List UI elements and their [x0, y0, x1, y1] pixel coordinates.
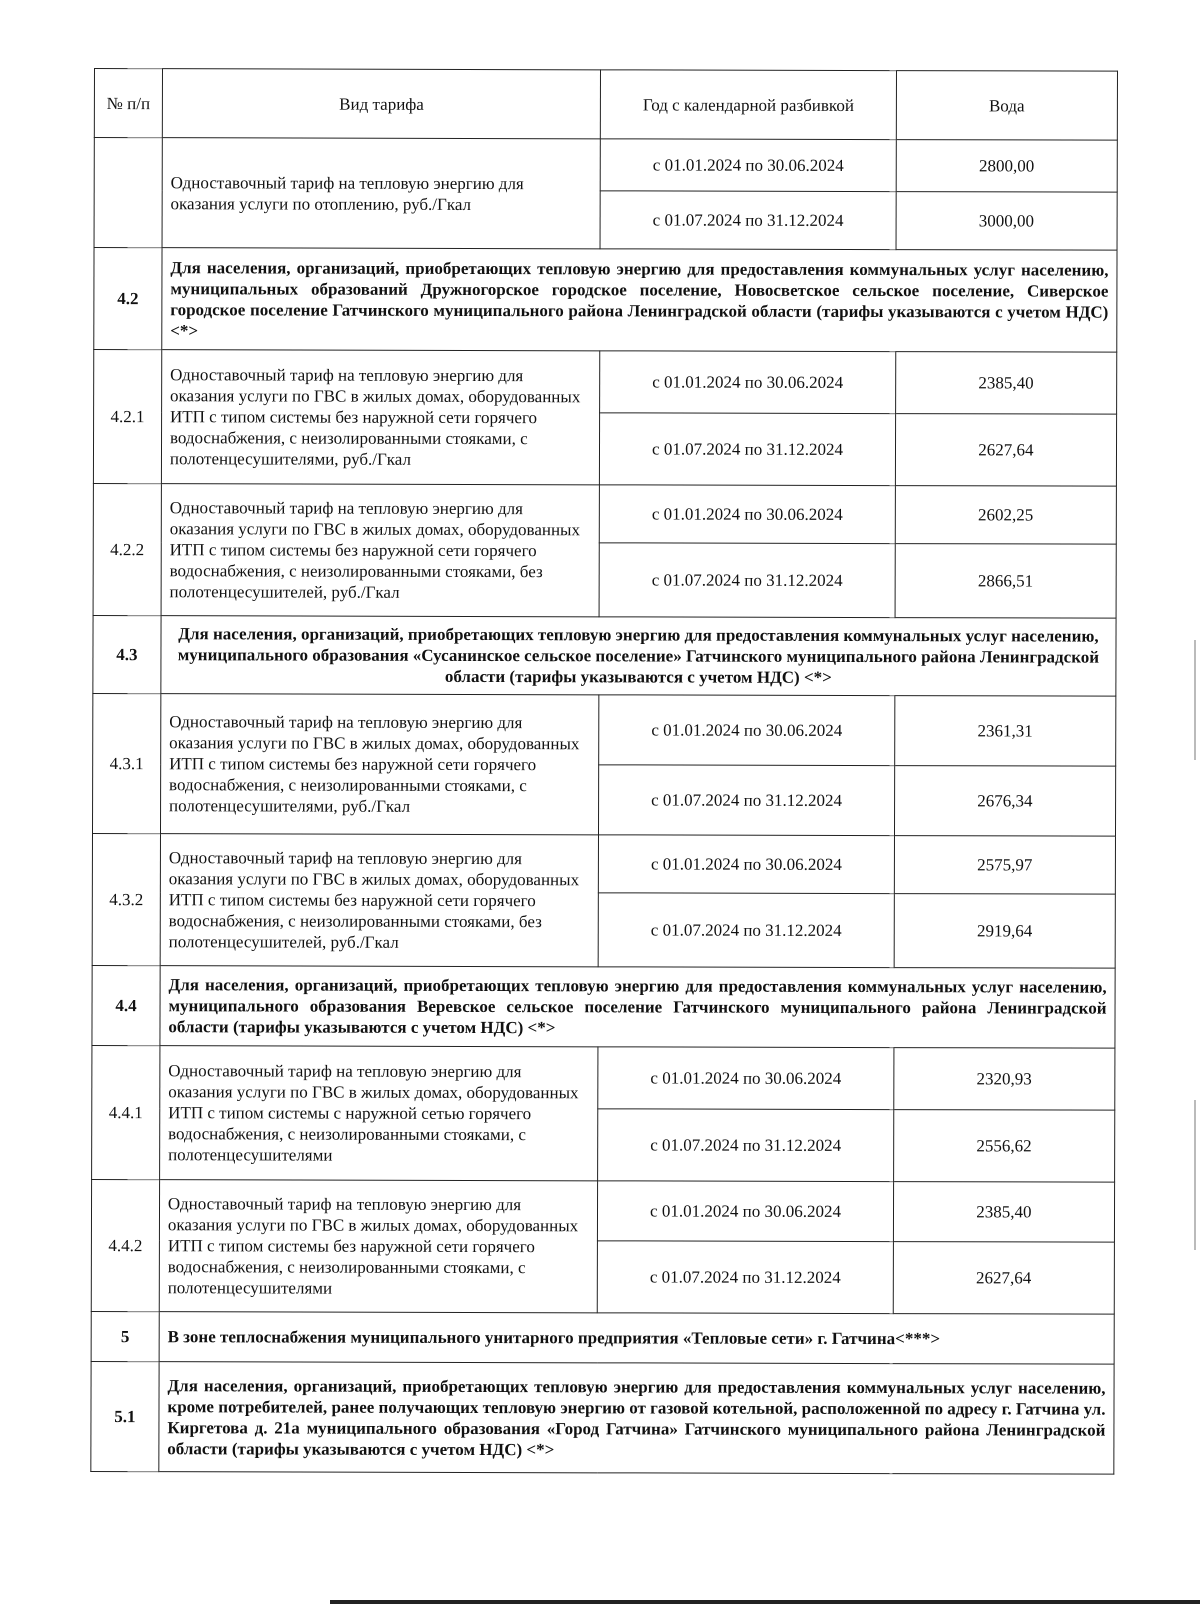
- tariff-type: Одноставочный тариф на тепловую энергию для оказания услуги по ГВС в жилых домах, оборудованных ИТП с типом системы без наружной сети горячего водоснабжения, с неизолированными стояками, с полотенцесушителями, руб./Гкал: [160, 694, 599, 835]
- row-num: 4.3.1: [92, 693, 160, 833]
- scan-bottom-edge: [330, 1600, 1200, 1604]
- section-text: Для населения, организаций, приобретающих тепловую энергию для предоставления коммунальных услуг населению, муниципального образования «Сусанинское сельское поселение» Гатчинского муниципального района Ленинградской области (тарифы указываются с учетом НДС) <*>: [161, 616, 1116, 697]
- period-cell: с 01.01.2024 по 30.06.2024: [598, 1047, 894, 1110]
- table-row: [92, 1045, 1115, 1110]
- period-cell: с 01.07.2024 по 31.12.2024: [599, 765, 895, 836]
- table-row: [94, 350, 1117, 415]
- section-num: 5.1: [91, 1361, 159, 1471]
- value-cell: 2627,64: [895, 414, 1116, 487]
- table-row: [94, 138, 1117, 193]
- period-cell: с 01.01.2024 по 30.06.2024: [599, 835, 895, 894]
- value-cell: 2919,64: [894, 894, 1115, 969]
- section-text: Для населения, организаций, приобретающих тепловую энергию для предоставления коммунальных услуг населению, кроме потребителей, ранее получающих тепловую энергию от газовой котельной, расположенной по адресу г. Гатчина ул. Киргетова д. 21а муниципального образования «Город Гатчина» Гатчинского муниципального района Ленинградской области (тарифы указываются с учетом НДС) <*>: [159, 1362, 1114, 1475]
- table-row: [92, 833, 1115, 894]
- tariff-type: Одноставочный тариф на тепловую энергию для оказания услуги по ГВС в жилых домах, оборудованных ИТП с типом системы без наружной сети горячего водоснабжения, с неизолированными стояками, с полотенцесушителями: [159, 1180, 598, 1313]
- value-cell: 2385,40: [895, 352, 1116, 415]
- period-cell: с 01.01.2024 по 30.06.2024: [598, 1181, 894, 1242]
- period-cell: с 01.07.2024 по 31.12.2024: [600, 413, 896, 486]
- value-cell: 2627,64: [893, 1242, 1114, 1315]
- header-period: Год с календарной разбивкой: [601, 70, 897, 140]
- row-num: 4.4.2: [91, 1179, 159, 1311]
- value-cell: 2676,34: [894, 766, 1115, 837]
- section-num: 4.4: [92, 965, 160, 1045]
- section-text: В зоне теплоснабжения муниципального унитарного предприятия «Тепловые сети» г. Гатчина<***>: [159, 1312, 1114, 1365]
- section-row: [94, 248, 1117, 353]
- value-cell: 2385,40: [893, 1182, 1114, 1243]
- row-num: 4.3.2: [92, 833, 160, 965]
- row-num: 4.2.1: [93, 350, 161, 484]
- section-row: [93, 615, 1116, 696]
- header-num: № п/п: [94, 69, 162, 138]
- section-text: Для населения, организаций, приобретающих тепловую энергию для предоставления коммунальных услуг населению, муниципальных образований Дружногорское городское поселение, Новосветское сельское поселение, Сиверское городское поселение Гатчинского муниципального района Ленинградской области (тарифы указываются с учетом НДС) <*>: [162, 248, 1117, 353]
- tariff-table: [90, 68, 1118, 1475]
- section-row: [92, 965, 1115, 1048]
- scan-edge-mark: [1194, 640, 1196, 760]
- section-num: 4.3: [93, 615, 161, 693]
- value-cell: 2361,31: [894, 696, 1115, 767]
- header-row: [94, 69, 1117, 141]
- period-cell: с 01.01.2024 по 30.06.2024: [600, 485, 896, 544]
- tariff-type: Одноставочный тариф на тепловую энергию для оказания услуги по отоплению, руб./Гкал: [162, 138, 601, 249]
- value-cell: 2602,25: [895, 486, 1116, 545]
- scan-edge-mark: [1194, 1100, 1196, 1250]
- section-num: 5: [91, 1311, 159, 1361]
- tariff-type: Одноставочный тариф на тепловую энергию для оказания услуги по ГВС в жилых домах, оборудованных ИТП с типом системы без наружной сети горячего водоснабжения, с неизолированными стояками, без полотенцесушителей, руб./Гкал: [161, 484, 600, 617]
- value-cell: 3000,00: [896, 192, 1117, 251]
- value-cell: 2556,62: [893, 1110, 1114, 1183]
- row-num: [94, 138, 162, 248]
- header-value: Вода: [896, 71, 1117, 141]
- section-text: Для населения, организаций, приобретающих тепловую энергию для предоставления коммунальных услуг населению, муниципального образования Веревское сельское поселение Гатчинского муниципального района Ленинградской области (тарифы указываются с учетом НДС) <*>: [160, 966, 1115, 1049]
- period-cell: с 01.07.2024 по 31.12.2024: [598, 893, 894, 968]
- period-cell: с 01.07.2024 по 31.12.2024: [598, 1241, 894, 1314]
- header-type: Вид тарифа: [162, 69, 601, 139]
- table-row: [91, 1179, 1114, 1242]
- period-cell: с 01.01.2024 по 30.06.2024: [599, 695, 895, 766]
- period-cell: с 01.01.2024 по 30.06.2024: [601, 139, 896, 192]
- period-cell: с 01.07.2024 по 31.12.2024: [598, 1109, 894, 1182]
- tariff-type: Одноставочный тариф на тепловую энергию для оказания услуги по ГВС в жилых домах, оборудованных ИТП с типом системы без наружной сети горячего водоснабжения, с неизолированными стояками, с полотенцесушителями, руб./Гкал: [161, 350, 600, 485]
- row-num: 4.4.1: [92, 1045, 160, 1179]
- value-cell: 2866,51: [895, 544, 1116, 619]
- value-cell: 2320,93: [893, 1048, 1114, 1111]
- tariff-type: Одноставочный тариф на тепловую энергию для оказания услуги по ГВС в жилых домах, оборудованных ИТП с типом системы без наружной сети горячего водоснабжения, с неизолированными стояками, без полотенцесушителей, руб./Гкал: [160, 834, 599, 967]
- period-cell: с 01.01.2024 по 30.06.2024: [600, 351, 896, 414]
- section-row: [91, 1311, 1114, 1364]
- table-row: [93, 693, 1116, 766]
- value-cell: 2575,97: [894, 836, 1115, 895]
- section-num: 4.2: [94, 248, 162, 350]
- period-cell: с 01.07.2024 по 31.12.2024: [600, 191, 896, 250]
- section-row: [91, 1361, 1114, 1474]
- table-row: [93, 483, 1116, 544]
- tariff-type: Одноставочный тариф на тепловую энергию для оказания услуги по ГВС в жилых домах, оборудованных ИТП с типом системы с наружной сетью горячего водоснабжения, с неизолированными стояками, с полотенцесушителями: [160, 1046, 599, 1181]
- period-cell: с 01.07.2024 по 31.12.2024: [599, 543, 895, 618]
- value-cell: 2800,00: [896, 140, 1117, 193]
- row-num: 4.2.2: [93, 483, 161, 615]
